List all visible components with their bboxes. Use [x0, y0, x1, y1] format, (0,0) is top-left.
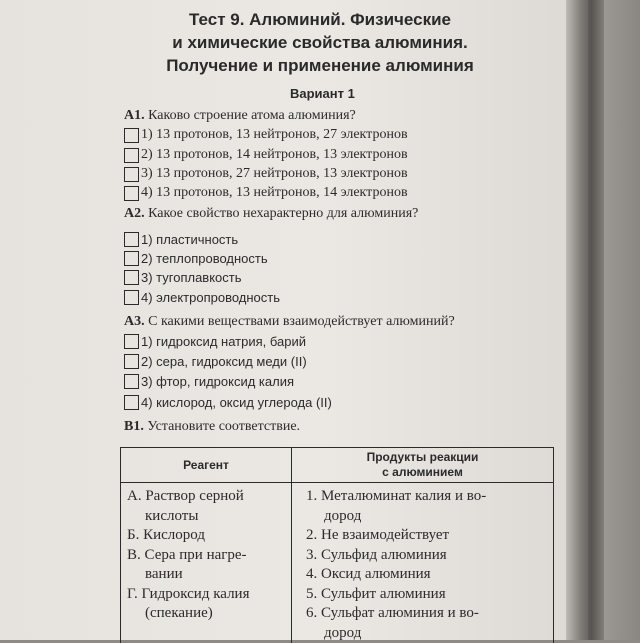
- product-line: 2. Не взаимодействует: [306, 526, 547, 546]
- question-id: B1.: [124, 419, 144, 434]
- reagents-cell: [121, 483, 292, 643]
- product-line: 1. Металюминат калия и во-: [306, 487, 547, 507]
- title-line-3: Получение и применение алюминия: [0, 56, 640, 76]
- answer-option[interactable]: [124, 185, 408, 201]
- checkbox[interactable]: [124, 395, 139, 410]
- option-label: 2) 13 протонов, 14 нейтронов, 13 электронов: [141, 147, 408, 163]
- checkbox[interactable]: [124, 290, 139, 305]
- product-line: 3. Сульфид алюминия: [306, 546, 547, 566]
- header-line: с алюминием: [292, 465, 553, 480]
- question-text: Каково строение атома алюминия?: [148, 108, 356, 123]
- question-a3: [124, 314, 455, 330]
- product-line: дород: [306, 624, 547, 643]
- header-line: Продукты реакции: [292, 450, 553, 465]
- question-a1: [124, 108, 356, 124]
- reagent-line: А. Раствор серной: [127, 487, 285, 507]
- answer-option[interactable]: [124, 374, 294, 389]
- checkbox[interactable]: [124, 167, 139, 182]
- checkbox[interactable]: [124, 148, 139, 163]
- question-text: С какими веществами взаимодействует алюминий?: [148, 314, 455, 329]
- option-label: 4) электропроводность: [141, 290, 280, 305]
- checkbox[interactable]: [124, 374, 139, 389]
- header-products: [292, 448, 554, 483]
- option-label: 3) тугоплавкость: [141, 270, 242, 285]
- reagent-line: Б. Кислород: [127, 526, 285, 546]
- option-label: 1) 13 протонов, 13 нейтронов, 27 электронов: [141, 127, 408, 143]
- matching-table: [120, 447, 554, 643]
- question-text: Какое свойство нехарактерно для алюминия?: [148, 206, 418, 221]
- variant-label: Вариант 1: [290, 86, 355, 101]
- question-text: Установите соответствие.: [147, 419, 300, 434]
- product-line: 5. Сульфит алюминия: [306, 585, 547, 605]
- option-label: 3) 13 протонов, 27 нейтронов, 13 электронов: [141, 166, 408, 182]
- answer-option[interactable]: [124, 147, 408, 163]
- option-label: 4) кислород, оксид углерода (II): [141, 395, 332, 410]
- question-a2: [124, 206, 418, 222]
- answer-option[interactable]: [124, 232, 238, 247]
- option-label: 4) 13 протонов, 13 нейтронов, 14 электронов: [141, 185, 408, 201]
- checkbox[interactable]: [124, 270, 139, 285]
- checkbox[interactable]: [124, 334, 139, 349]
- answer-option[interactable]: [124, 127, 408, 143]
- option-label: 1) пластичность: [141, 232, 238, 247]
- option-label: 1) гидроксид натрия, барий: [141, 334, 306, 349]
- products-cell: [292, 483, 554, 643]
- title-line-2: и химические свойства алюминия.: [0, 33, 640, 53]
- option-label: 3) фтор, гидроксид калия: [141, 374, 294, 389]
- title-line-1: Тест 9. Алюминий. Физические: [0, 10, 640, 30]
- checkbox[interactable]: [124, 251, 139, 266]
- checkbox[interactable]: [124, 128, 139, 143]
- checkbox[interactable]: [124, 232, 139, 247]
- answer-option[interactable]: [124, 270, 242, 285]
- product-line: дород: [306, 507, 547, 527]
- answer-option[interactable]: [124, 166, 408, 182]
- reagent-line: (спекание): [127, 604, 285, 624]
- reagent-line: Г. Гидроксид калия: [127, 585, 285, 605]
- question-b1: [124, 419, 300, 435]
- checkbox[interactable]: [124, 354, 139, 369]
- product-line: 4. Оксид алюминия: [306, 565, 547, 585]
- header-reagent: Реагент: [121, 448, 292, 483]
- question-id: A2.: [124, 206, 145, 221]
- checkbox[interactable]: [124, 186, 139, 201]
- reagent-line: кислоты: [127, 507, 285, 527]
- reagent-line: В. Сера при нагре-: [127, 546, 285, 566]
- background-edge: [604, 0, 640, 640]
- answer-option[interactable]: [124, 334, 306, 349]
- answer-option[interactable]: [124, 290, 280, 305]
- question-id: A3.: [124, 314, 145, 329]
- product-line: 6. Сульфат алюминия и во-: [306, 604, 547, 624]
- answer-option[interactable]: [124, 395, 332, 410]
- question-id: A1.: [124, 108, 145, 123]
- reagent-line: вании: [127, 565, 285, 585]
- option-label: 2) теплопроводность: [141, 251, 268, 266]
- answer-option[interactable]: [124, 354, 307, 369]
- answer-option[interactable]: [124, 251, 268, 266]
- option-label: 2) сера, гидроксид меди (II): [141, 354, 307, 369]
